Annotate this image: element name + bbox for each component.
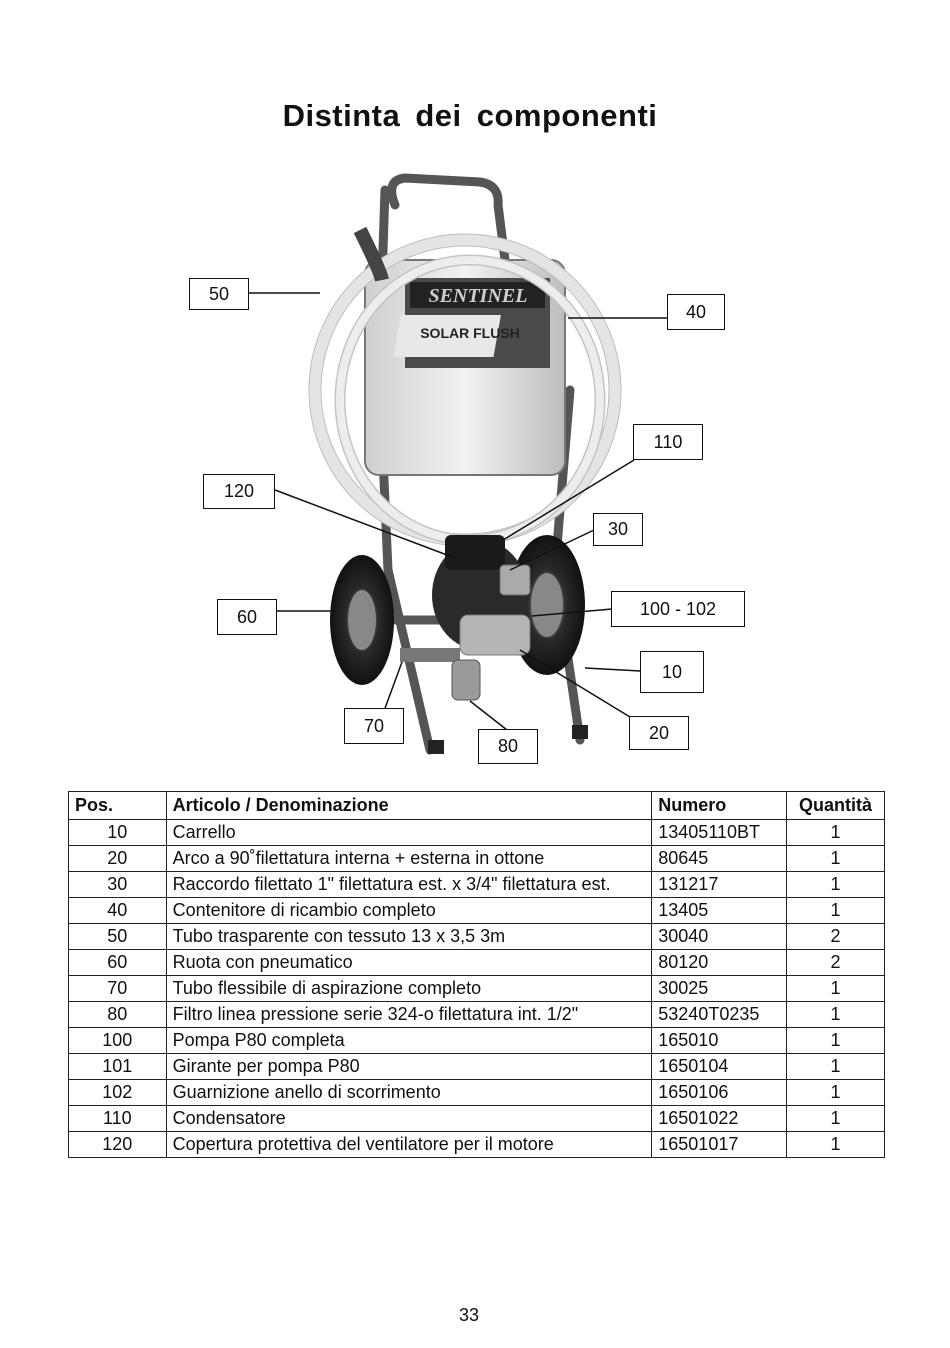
callout-70: 70: [344, 708, 404, 744]
cell-article: Girante per pompa P80: [166, 1054, 652, 1080]
cell-article: Pompa P80 completa: [166, 1028, 652, 1054]
cell-number: 1650104: [652, 1054, 787, 1080]
cell-article: Raccordo filettato 1" filettatura est. x 3/4" filettatura est.: [166, 872, 652, 898]
cell-number: 131217: [652, 872, 787, 898]
cell-pos: 60: [69, 950, 167, 976]
header-number: Numero: [652, 792, 787, 820]
cell-pos: 120: [69, 1132, 167, 1158]
table-row: [69, 1106, 885, 1132]
cell-qty: 1: [787, 1028, 885, 1054]
cell-number: 165010: [652, 1028, 787, 1054]
page-number: 33: [458, 1305, 480, 1325]
cell-number: 80120: [652, 950, 787, 976]
table-row: [69, 872, 885, 898]
callout-40: 40: [667, 294, 725, 330]
cell-number: 13405110BT: [652, 820, 787, 846]
cell-pos: 100: [69, 1028, 167, 1054]
product-photo: [0, 150, 950, 780]
header-pos: Pos.: [69, 792, 167, 820]
cell-number: 30025: [652, 976, 787, 1002]
cell-qty: 1: [787, 820, 885, 846]
cell-pos: 10: [69, 820, 167, 846]
cell-pos: 70: [69, 976, 167, 1002]
table-row: [69, 1080, 885, 1106]
cell-number: 80645: [652, 846, 787, 872]
callout-20: 20: [629, 716, 689, 750]
logo-brand: SENTINEL: [428, 285, 528, 307]
parts-table: [68, 791, 885, 1158]
table-row: [69, 846, 885, 872]
cell-pos: 40: [69, 898, 167, 924]
callout-80: 80: [478, 729, 538, 764]
cell-article: Ruota con pneumatico: [166, 950, 652, 976]
cell-number: 16501022: [652, 1106, 787, 1132]
table-row: [69, 1028, 885, 1054]
cell-qty: 1: [787, 1002, 885, 1028]
cell-number: 30040: [652, 924, 787, 950]
cell-article: Tubo flessibile di aspirazione completo: [166, 976, 652, 1002]
cell-qty: 1: [787, 872, 885, 898]
cell-number: 1650106: [652, 1080, 787, 1106]
cell-qty: 1: [787, 1132, 885, 1158]
cell-pos: 101: [69, 1054, 167, 1080]
table-row: [69, 820, 885, 846]
cell-article: Copertura protettiva del ventilatore per il motore: [166, 1132, 652, 1158]
table-row: [69, 1132, 885, 1158]
cell-article: Arco a 90˚filettatura interna + esterna in ottone: [166, 846, 652, 872]
cell-qty: 2: [787, 950, 885, 976]
cell-qty: 1: [787, 976, 885, 1002]
cell-qty: 1: [787, 846, 885, 872]
cell-qty: 1: [787, 1080, 885, 1106]
table-row: [69, 1002, 885, 1028]
cell-pos: 50: [69, 924, 167, 950]
cell-article: Condensatore: [166, 1106, 652, 1132]
cell-number: 13405: [652, 898, 787, 924]
components-diagram: [0, 150, 950, 780]
logo-product: SOLAR FLUSH: [420, 325, 520, 341]
callout-110: 110: [633, 424, 703, 460]
callout-50: 50: [189, 278, 249, 310]
callout-60: 60: [217, 599, 277, 635]
cell-pos: 110: [69, 1106, 167, 1132]
table-row: [69, 924, 885, 950]
cell-qty: 1: [787, 1054, 885, 1080]
callout-30: 30: [593, 513, 643, 546]
parts-table-body: [69, 820, 885, 1158]
cell-qty: 1: [787, 1106, 885, 1132]
table-row: [69, 1054, 885, 1080]
header-qty: Quantità: [787, 792, 885, 820]
table-row: [69, 950, 885, 976]
cell-article: Contenitore di ricambio completo: [166, 898, 652, 924]
cell-number: 16501017: [652, 1132, 787, 1158]
callout-120: 120: [203, 474, 275, 509]
cell-number: 53240T0235: [652, 1002, 787, 1028]
cell-pos: 30: [69, 872, 167, 898]
cell-article: Guarnizione anello di scorrimento: [166, 1080, 652, 1106]
callout-100-102: 100 - 102: [611, 591, 745, 627]
cell-pos: 102: [69, 1080, 167, 1106]
callout-10: 10: [640, 651, 704, 693]
table-row: [69, 898, 885, 924]
table-row: [69, 976, 885, 1002]
table-header-row: [69, 792, 885, 820]
cell-article: Tubo trasparente con tessuto 13 x 3,5 3m: [166, 924, 652, 950]
cell-pos: 20: [69, 846, 167, 872]
cell-article: Filtro linea pressione serie 324-o filettatura int. 1/2": [166, 1002, 652, 1028]
cell-article: Carrello: [166, 820, 652, 846]
cell-pos: 80: [69, 1002, 167, 1028]
cell-qty: 1: [787, 898, 885, 924]
cell-qty: 2: [787, 924, 885, 950]
header-article: Articolo / Denominazione: [166, 792, 652, 820]
page-title: Distinta dei componenti: [282, 98, 658, 133]
